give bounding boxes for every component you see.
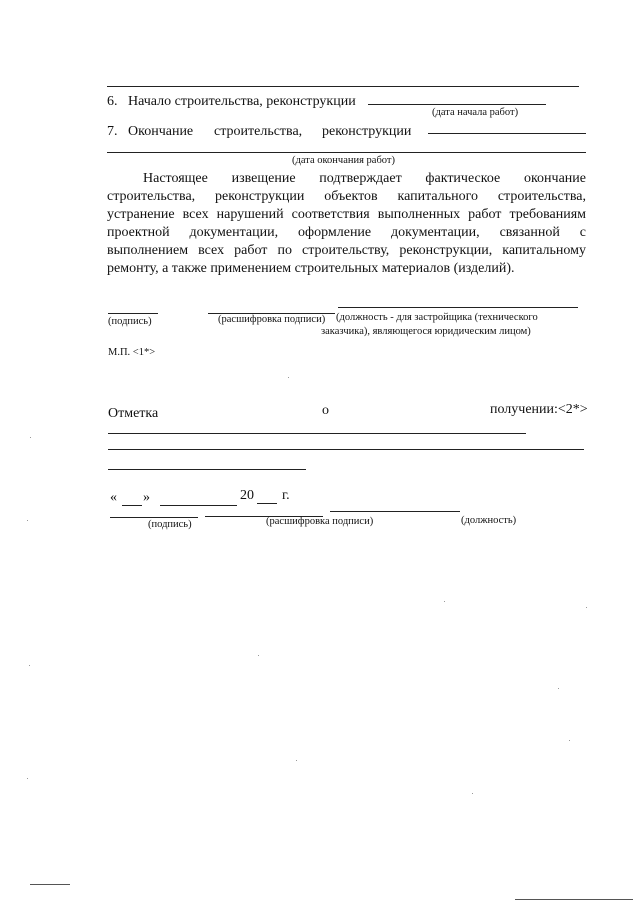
scan-speck xyxy=(569,740,570,741)
scan-mark-right xyxy=(515,899,633,900)
item6-label: Начало строительства, реконструкции xyxy=(128,94,356,109)
top-blank-line xyxy=(107,86,579,87)
item7-date-field[interactable] xyxy=(428,133,586,134)
date-year-field[interactable] xyxy=(257,503,277,504)
date-month-field[interactable] xyxy=(160,505,237,506)
item7-word1: Окончание xyxy=(128,124,194,139)
date-year-suffix: г. xyxy=(282,488,290,503)
item7-number: 7. xyxy=(107,124,118,139)
scan-speck xyxy=(288,377,289,378)
signature-caption-1: (подпись) xyxy=(108,316,152,327)
receipt-line-3[interactable] xyxy=(108,469,306,470)
item7-word2: строительства, xyxy=(214,124,303,139)
date-day-field[interactable] xyxy=(122,505,142,506)
scan-speck xyxy=(258,655,259,656)
position-caption-1b: заказчика), являющегося юридическим лицом) xyxy=(321,326,531,337)
decoding-caption-1: (расшифровка подписи) xyxy=(218,314,326,325)
item6-date-field[interactable] xyxy=(368,104,546,105)
receipt-word-received: получении:<2*> xyxy=(490,402,588,417)
scan-speck xyxy=(444,601,445,602)
scan-speck xyxy=(27,520,28,521)
signature-line-2[interactable] xyxy=(110,517,198,518)
stamp-label: М.П. <1*> xyxy=(108,347,156,358)
signature-caption-2: (подпись) xyxy=(148,519,192,530)
receipt-line-1[interactable] xyxy=(108,433,526,434)
item6-caption: (дата начала работ) xyxy=(432,107,519,118)
receipt-word-mark: Отметка xyxy=(108,406,159,421)
scan-speck xyxy=(27,778,28,779)
item6-number: 6. xyxy=(107,94,118,109)
scan-speck xyxy=(558,688,559,689)
decoding-caption-2: (расшифровка подписи) xyxy=(266,516,374,527)
item7-caption: (дата окончания работ) xyxy=(292,155,396,166)
confirmation-paragraph xyxy=(107,170,586,278)
scan-speck xyxy=(472,793,473,794)
date-year-prefix: 20 xyxy=(240,488,254,503)
receipt-word-o: о xyxy=(322,403,329,418)
position-caption-2: (должность) xyxy=(461,515,517,526)
position-caption-1a: (должность - для застройщика (технического xyxy=(336,312,538,323)
date-open-quote: « xyxy=(110,490,117,505)
scan-speck xyxy=(30,437,31,438)
receipt-line-2[interactable] xyxy=(108,449,584,450)
signature-line-1[interactable] xyxy=(108,313,158,314)
confirmation-text: Настоящее извещение подтверждает фактическое окончание строительства, реконструкции объектов капитального строительства, устранение всех нарушений соответствия выполненных работ требованиям проектной документации, оформление документации, связанной с выполнением всех работ по строительству, реконструкции, капитальному ремонту, а также применением строительных материалов (изделий). xyxy=(107,171,586,276)
scan-speck xyxy=(296,760,297,761)
date-close-quote: » xyxy=(143,490,150,505)
position-line-2[interactable] xyxy=(330,511,460,512)
item7-word3: реконструкции xyxy=(322,124,412,139)
scan-mark-left xyxy=(30,884,70,885)
scan-speck xyxy=(586,607,587,608)
item7-date-field-line2[interactable] xyxy=(107,152,586,153)
scan-speck xyxy=(29,665,30,666)
position-line-1[interactable] xyxy=(338,307,578,308)
